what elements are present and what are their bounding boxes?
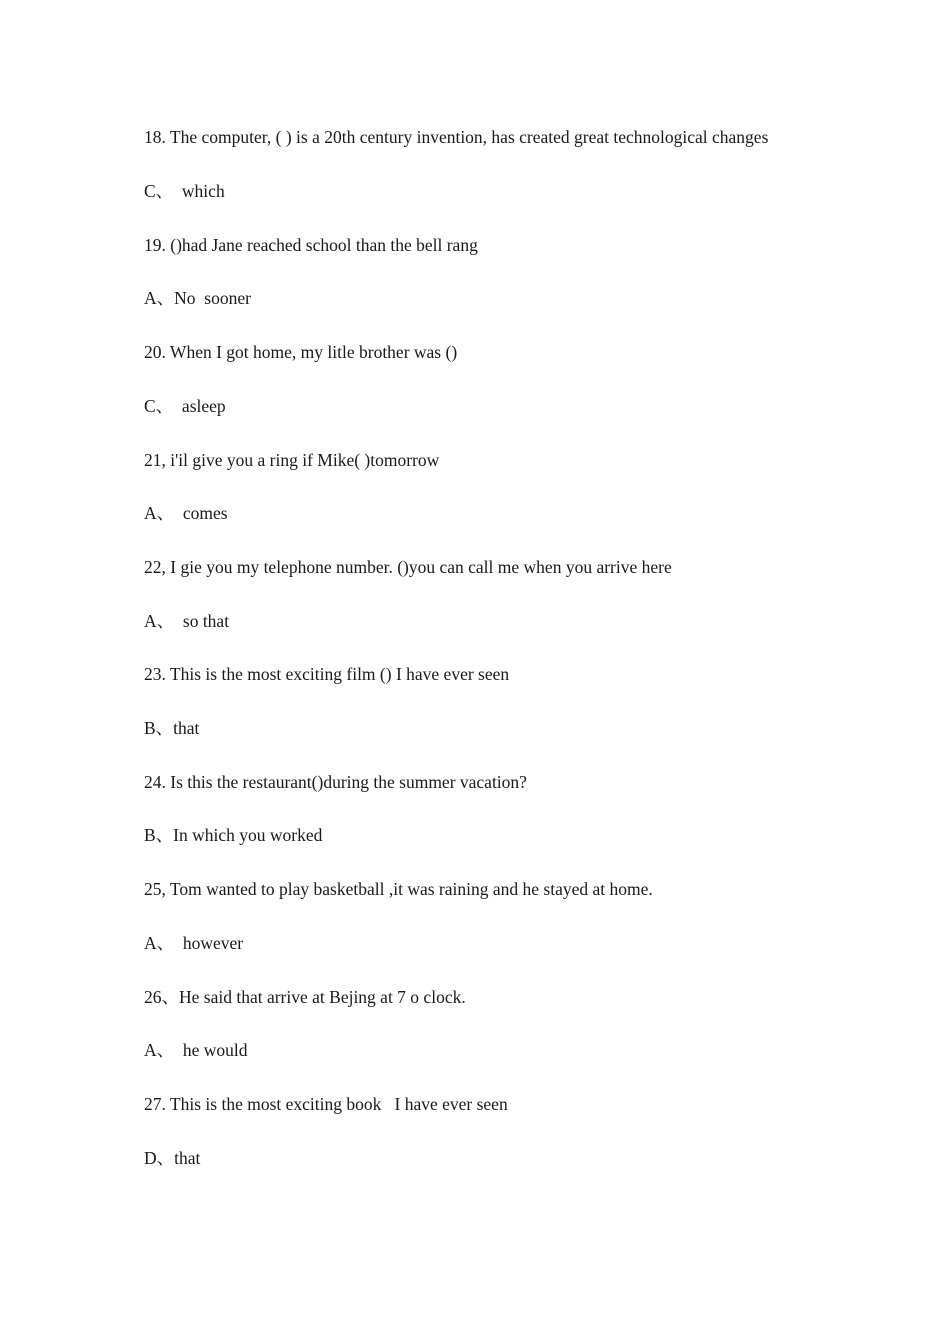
question-22: 22, I gie you my telephone number. ()you can call me when you arrive here — [144, 557, 672, 577]
answer-19: A、No sooner — [144, 288, 251, 308]
question-23: 23. This is the most exciting film () I have ever seen — [144, 664, 510, 684]
answer-22: A、 so that — [144, 611, 230, 631]
question-20: 20. When I got home, my litle brother was () — [144, 342, 458, 362]
answer-20: C、 asleep — [144, 396, 226, 416]
question-24: 24. Is this the restaurant()during the summer vacation? — [144, 772, 527, 792]
answer-23: B、that — [144, 718, 200, 738]
answer-25: A、 however — [144, 933, 244, 953]
answer-24: B、In which you worked — [144, 825, 323, 845]
question-26: 26、He said that arrive at Bejing at 7 o clock. — [144, 987, 466, 1007]
answer-26: A、 he would — [144, 1040, 248, 1060]
answer-21: A、 comes — [144, 503, 228, 523]
question-18: 18. The computer, ( ) is a 20th century invention, has created great technological changes — [144, 127, 769, 147]
question-21: 21, i'il give you a ring if Mike( )tomorrow — [144, 450, 440, 470]
question-25: 25, Tom wanted to play basketball ,it was raining and he stayed at home. — [144, 879, 653, 899]
answer-27: D、that — [144, 1148, 201, 1168]
question-27: 27. This is the most exciting book I have ever seen — [144, 1094, 508, 1114]
answer-18: C、 which — [144, 181, 225, 201]
question-19: 19. ()had Jane reached school than the bell rang — [144, 235, 478, 255]
